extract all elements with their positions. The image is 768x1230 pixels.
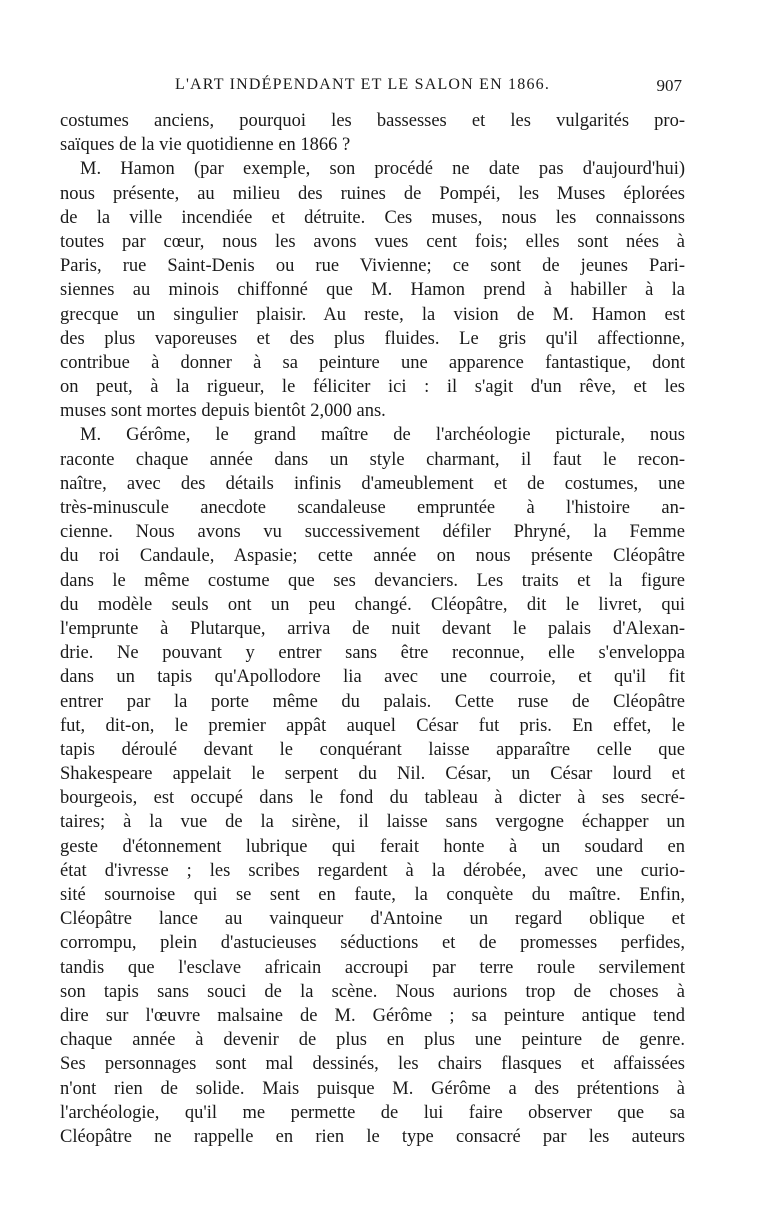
text-line: contribue à donner à sa peinture une apparence fantastique, dont <box>60 352 685 373</box>
text-line: on peut, à la rigueur, le féliciter ici : il s'agit d'un rêve, et les <box>60 377 685 398</box>
text-line: raconte chaque année dans un style charmant, il faut le recon- <box>60 449 685 470</box>
text-line: M. Hamon (par exemple, son procédé ne date pas d'aujourd'hui) <box>80 159 685 180</box>
text-line: entrer par la porte même du palais. Cette ruse de Cléopâtre <box>60 691 685 712</box>
text-line: M. Gérôme, le grand maître de l'archéologie picturale, nous <box>80 425 685 446</box>
running-head <box>60 76 686 98</box>
text-line: n'ont rien de solide. Mais puisque M. Gérôme a des prétentions à <box>60 1078 685 1099</box>
text-line: tapis déroulé devant le conquérant laisse apparaître celle que <box>60 739 685 760</box>
text-line: bourgeois, est occupé dans le fond du tableau à dicter à ses secré- <box>60 788 685 809</box>
text-line: corrompu, plein d'astucieuses séductions et de promesses perfides, <box>60 933 685 954</box>
text-line: dans le même costume que ses devanciers. Les traits et la figure <box>60 570 685 591</box>
text-line: très-minuscule anecdote scandaleuse empruntée à l'histoire an- <box>60 498 685 518</box>
text-line: nous présente, au milieu des ruines de Pompéi, les Muses éplorées <box>60 183 685 204</box>
text-line: l'emprunte à Plutarque, arriva de nuit devant le palais d'Alexan- <box>60 618 685 639</box>
text-line: toutes par cœur, nous les avons vues cent fois; elles sont nées à <box>60 231 685 252</box>
text-line: du modèle seuls ont un peu changé. Cléopâtre, dit le livret, qui <box>60 594 685 615</box>
text-line: chaque année à devenir de plus en plus une peinture de genre. <box>60 1030 685 1051</box>
text-line: muses sont mortes depuis bientôt 2,000 ans. <box>60 401 386 422</box>
text-line: de la ville incendiée et détruite. Ces muses, nous les connaissons <box>60 207 685 228</box>
page-number: 907 <box>656 76 682 95</box>
text-line: l'archéologie, qu'il me permette de lui faire observer que sa <box>60 1102 685 1123</box>
text-line: dans un tapis qu'Apollodore lia avec une courroie, et qu'il fit <box>60 667 685 688</box>
text-line: costumes anciens, pourquoi les bassesses et les vulgarités pro- <box>60 111 685 131</box>
body-text <box>60 109 685 1149</box>
text-line: geste d'étonnement lubrique qui ferait honte à un soudard en <box>60 836 685 857</box>
text-line: état d'ivresse ; les scribes regardent à la dérobée, avec une curio- <box>60 860 685 881</box>
text-line: dire sur l'œuvre malsaine de M. Gérôme ; sa peinture antique tend <box>60 1005 685 1026</box>
text-line: grecque un singulier plaisir. Au reste, la vision de M. Hamon est <box>60 304 685 325</box>
text-line: tandis que l'esclave africain accroupi par terre roule servilement <box>60 957 685 978</box>
text-line: drie. Ne pouvant y entrer sans être reconnue, elle s'enveloppa <box>60 643 685 664</box>
text-line: Shakespeare appelait le serpent du Nil. César, un César lourd et <box>60 764 685 785</box>
text-line: taires; à la vue de la sirène, il laisse sans vergogne échapper un <box>60 812 685 833</box>
text-line: Paris, rue Saint-Denis ou rue Vivienne; ce sont de jeunes Pari- <box>60 256 685 277</box>
text-line: cienne. Nous avons vu successivement défiler Phryné, la Femme <box>60 522 685 543</box>
text-line: Ses personnages sont mal dessinés, les chairs flasques et affaissées <box>60 1054 685 1075</box>
text-line: Cléopâtre lance au vainqueur d'Antoine un regard oblique et <box>60 909 685 930</box>
text-line: des plus vaporeuses et des plus fluides. Le gris qu'il affectionne, <box>60 328 685 349</box>
text-line: sité sournoise qui se sent en faute, la conquète du maître. Enfin, <box>60 885 685 905</box>
running-title: L'ART INDÉPENDANT ET LE SALON EN 1866. <box>175 76 551 93</box>
text-line: siennes au minois chiffonné que M. Hamon prend à habiller à la <box>60 280 685 301</box>
text-line: naître, avec des détails infinis d'ameublement et de costumes, une <box>60 473 685 494</box>
text-line: fut, dit-on, le premier appât auquel César fut pris. En effet, le <box>60 715 685 736</box>
text-line: son tapis sans souci de la scène. Nous aurions trop de choses à <box>60 981 685 1002</box>
text-line: du roi Candaule, Aspasie; cette année on nous présente Cléopâtre <box>60 546 685 567</box>
text-line: saïques de la vie quotidienne en 1866 ? <box>60 135 351 156</box>
text-line: Cléopâtre ne rappelle en rien le type consacré par les auteurs <box>60 1126 685 1147</box>
